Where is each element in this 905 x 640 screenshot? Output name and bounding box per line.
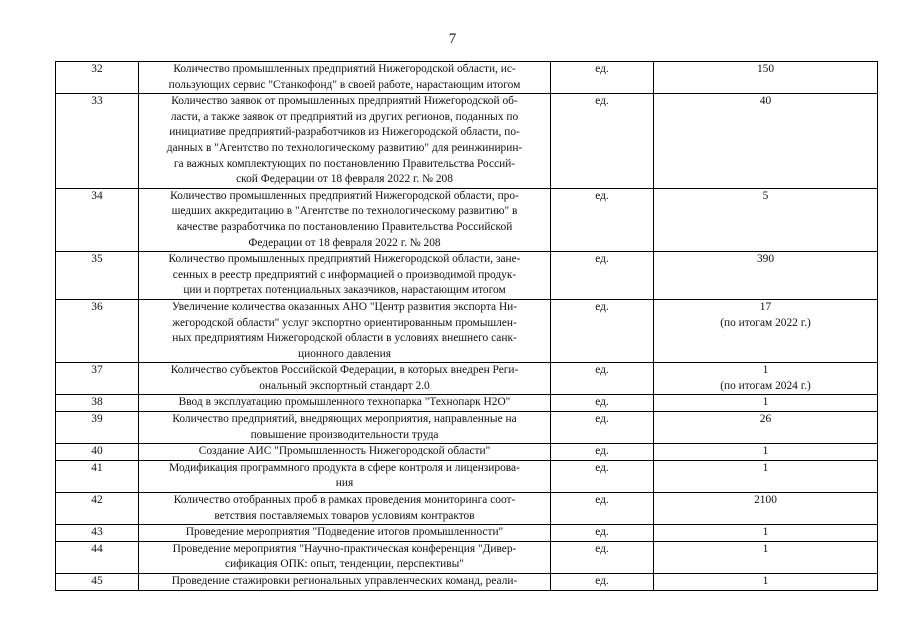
cell-number: 37: [56, 363, 139, 395]
table-row: [56, 395, 878, 412]
cell-description: Количество промышленных предприятий Нижегородской области, зане- сенных в реестр предприятий с информацией о производимой продук- ции и портретах потенциальных заказчиков, нарастающим итогом: [139, 252, 551, 300]
table-row: [56, 188, 878, 251]
cell-value: 1 (по итогам 2024 г.): [654, 363, 878, 395]
table-row: [56, 412, 878, 444]
cell-number: 39: [56, 412, 139, 444]
cell-unit: ед.: [551, 188, 654, 251]
table-row: [56, 493, 878, 525]
table-row: [56, 574, 878, 591]
cell-description: Количество предприятий, внедряющих мероприятия, направленные на повышение производительности труда: [139, 412, 551, 444]
cell-description: Количество отобранных проб в рамках проведения мониторинга соот- ветствия поставляемых товаров условиям контрактов: [139, 493, 551, 525]
cell-number: 32: [56, 62, 139, 94]
cell-number: 43: [56, 525, 139, 542]
cell-number: 36: [56, 299, 139, 362]
cell-number: 35: [56, 252, 139, 300]
cell-description: Проведение стажировки региональных управленческих команд, реали-: [139, 574, 551, 591]
cell-number: 33: [56, 94, 139, 189]
cell-description: Модификация программного продукта в сфере контроля и лицензирова- ния: [139, 460, 551, 492]
cell-unit: ед.: [551, 493, 654, 525]
cell-description: Проведение мероприятия "Подведение итогов промышленности": [139, 525, 551, 542]
cell-value: 1: [654, 541, 878, 573]
cell-description: Создание АИС "Промышленность Нижегородской области": [139, 444, 551, 461]
table-row: [56, 94, 878, 189]
cell-value: 1: [654, 460, 878, 492]
cell-value: 40: [654, 94, 878, 189]
cell-unit: ед.: [551, 412, 654, 444]
cell-description: Ввод в эксплуатацию промышленного технопарка "Технопарк Н2О": [139, 395, 551, 412]
cell-number: 44: [56, 541, 139, 573]
table-row: [56, 525, 878, 542]
table-row: [56, 299, 878, 362]
cell-value: 26: [654, 412, 878, 444]
cell-number: 42: [56, 493, 139, 525]
cell-unit: ед.: [551, 444, 654, 461]
cell-unit: ед.: [551, 395, 654, 412]
cell-value: 17 (по итогам 2022 г.): [654, 299, 878, 362]
cell-description: Проведение мероприятия "Научно-практическая конференция "Дивер- сификация ОПК: опыт, тенденции, перспективы": [139, 541, 551, 573]
cell-value: 150: [654, 62, 878, 94]
cell-value: 1: [654, 395, 878, 412]
table-row: [56, 62, 878, 94]
cell-description: Увеличение количества оказанных АНО "Центр развития экспорта Ни- жегородской области" услуг экспортно ориентированным промышлен- ных предприятиям Нижегородской области в условиях внешнего санк- ционного давления: [139, 299, 551, 362]
cell-unit: ед.: [551, 574, 654, 591]
cell-unit: ед.: [551, 525, 654, 542]
cell-value: 1: [654, 444, 878, 461]
cell-unit: ед.: [551, 94, 654, 189]
cell-number: 41: [56, 460, 139, 492]
cell-unit: ед.: [551, 460, 654, 492]
cell-description: Количество промышленных предприятий Нижегородской области, ис- пользующих сервис "Станкофонд" в своей работе, нарастающим итогом: [139, 62, 551, 94]
cell-unit: ед.: [551, 299, 654, 362]
cell-description: Количество заявок от промышленных предприятий Нижегородской об- ласти, а также заявок от предприятий из других регионов, поданных по инициативе предприятий-разработчиков из Нижегородской области, по- данных в "Агентство по технологическому развитию" для реинжинирин- га важных комплектующих по постановлению Правительства Россий- ской Федерации от 18 февраля 2022 г. № 208: [139, 94, 551, 189]
cell-value: 5: [654, 188, 878, 251]
cell-unit: ед.: [551, 541, 654, 573]
cell-description: Количество субъектов Российской Федерации, в которых внедрен Реги- ональный экспортный стандарт 2.0: [139, 363, 551, 395]
table-row: [56, 363, 878, 395]
cell-value: 390: [654, 252, 878, 300]
table-row: [56, 460, 878, 492]
page-number: 7: [448, 31, 457, 47]
table-row: [56, 252, 878, 300]
cell-unit: ед.: [551, 252, 654, 300]
indicators-table: [55, 61, 878, 591]
table-body: [56, 62, 878, 591]
cell-number: 45: [56, 574, 139, 591]
cell-number: 40: [56, 444, 139, 461]
cell-value: 1: [654, 525, 878, 542]
table-row: [56, 444, 878, 461]
cell-value: 2100: [654, 493, 878, 525]
cell-value: 1: [654, 574, 878, 591]
cell-number: 34: [56, 188, 139, 251]
cell-unit: ед.: [551, 363, 654, 395]
table-row: [56, 541, 878, 573]
cell-number: 38: [56, 395, 139, 412]
cell-description: Количество промышленных предприятий Нижегородской области, про- шедших аккредитацию в "Агентстве по технологическому развитию" в качестве разработчика по постановлению Правительства Российской Федерации от 18 февраля 2022 г. № 208: [139, 188, 551, 251]
cell-unit: ед.: [551, 62, 654, 94]
